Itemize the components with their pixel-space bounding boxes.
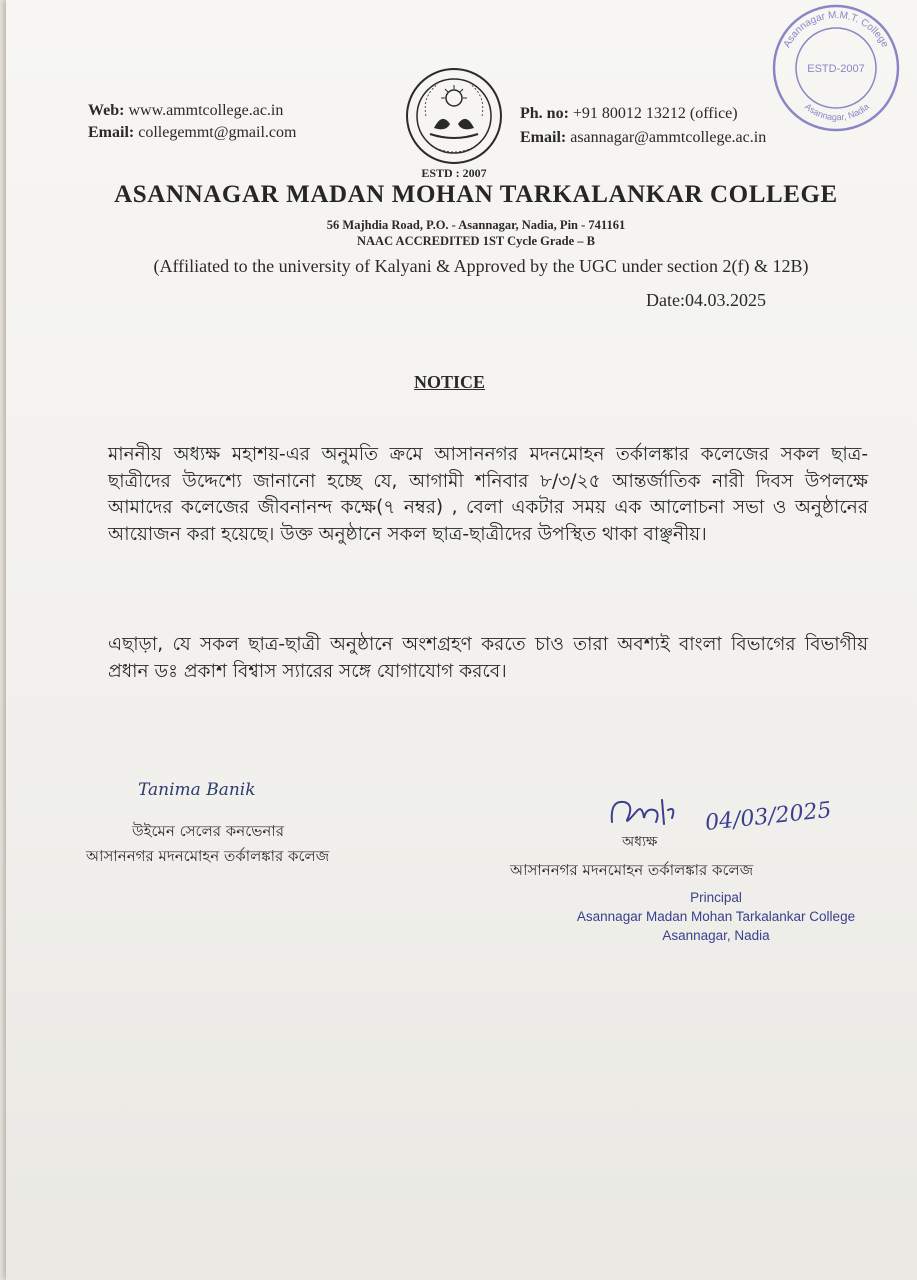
- convener-institution: আসাননগর মদনমোহন তর্কালঙ্কার কলেজ: [86, 847, 330, 865]
- email-label: Email:: [88, 124, 135, 141]
- convener-designation: উইমেন সেলের কনভেনার: [132, 822, 284, 840]
- principal-stamp-line3: Asannagar, Nadia: [662, 928, 770, 943]
- principal-institution: আসাননগর মদনমোহন তর্কালঙ্কার কলেজ: [510, 861, 754, 879]
- phone-number: +91 80012 13212 (office): [572, 105, 738, 122]
- principal-signed-date: 04/03/2025: [704, 797, 833, 836]
- notice-paragraph-1: মাননীয় অধ্যক্ষ মহাশয়-এর অনুমতি ক্রমে আসাননগর মদনমোহন তর্কালঙ্কার কলেজের সকল ছাত্র-ছাত্রীদের উদ্দেশ্যে জানানো হচ্ছে যে, আগামী শনিবার ৮/৩/২৫ আন্তর্জাতিক নারী দিবস উপলক্ষে আমাদের কলেজের জীবনানন্দ কক্ষে(৭ নম্বর) , বেলা একটার সময় এক আলোচনা সভা ও অনুষ্ঠানের আয়োজন করা হয়েছে। উক্ত অনুষ্ঠানে সকল ছাত্র-ছাত্রীদের উপস্থিত থাকা বাঞ্ছনীয়।: [108, 444, 868, 545]
- convener-signature: Tanima Banik: [138, 780, 256, 800]
- svg-text:Asannagar M.M.T. College: [782, 10, 891, 50]
- stamp-text-center: ESTD-2007: [807, 63, 865, 75]
- notice-sheet: [6, 0, 917, 1280]
- notice-paragraph-2: এছাড়া, যে সকল ছাত্র-ছাত্রী অনুষ্ঠানে অংশগ্রহণ করতে চাও তারা অবশ্যই বাংলা বিভাগের বিভাগীয় প্রধান ডঃ প্রকাশ বিশ্বাস স্যারের সঙ্গে যোগাযোগ করবে।: [108, 634, 868, 682]
- header-contact-right: [520, 102, 766, 150]
- email2-label: Email:: [520, 129, 567, 146]
- college-logo: [404, 66, 504, 166]
- naac-accreditation: NAAC ACCREDITED 1ST Cycle Grade – B: [357, 234, 595, 248]
- email2-address: asannagar@ammtcollege.ac.in: [570, 129, 767, 146]
- svg-text:Asannagar, Nadia: [803, 101, 871, 122]
- email-address: collegemmt@gmail.com: [138, 124, 297, 141]
- phone-label: Ph. no:: [520, 105, 569, 122]
- principal-stamp-line2: Asannagar Madan Mohan Tarkalankar College: [576, 909, 856, 924]
- web-url: www.ammtcollege.ac.in: [128, 102, 284, 119]
- header-contact-left: [88, 100, 296, 144]
- college-name: ASANNAGAR MADAN MOHAN TARKALANKAR COLLEGE: [114, 181, 838, 208]
- principal-stamp: [566, 888, 866, 945]
- notice-date: Date:04.03.2025: [646, 290, 766, 310]
- notice-title: NOTICE: [414, 372, 486, 392]
- principal-stamp-line1: Principal: [690, 890, 742, 905]
- web-label: Web:: [88, 102, 125, 119]
- estd-label: ESTD : 2007: [421, 166, 487, 180]
- principal-designation: অধ্যক্ষ: [622, 834, 658, 850]
- college-rubber-stamp: [766, 2, 906, 132]
- affiliation-line: (Affiliated to the university of Kalyani & Approved by the UGC under section 2(f) & 12B): [153, 256, 809, 276]
- stamp-text-top: Asannagar M.M.T. College: [781, 9, 891, 50]
- stamp-text-bottom: Asannagar, Nadia: [803, 101, 871, 123]
- college-address: 56 Majhdia Road, P.O. - Asannagar, Nadia, Pin - 741161: [326, 218, 626, 232]
